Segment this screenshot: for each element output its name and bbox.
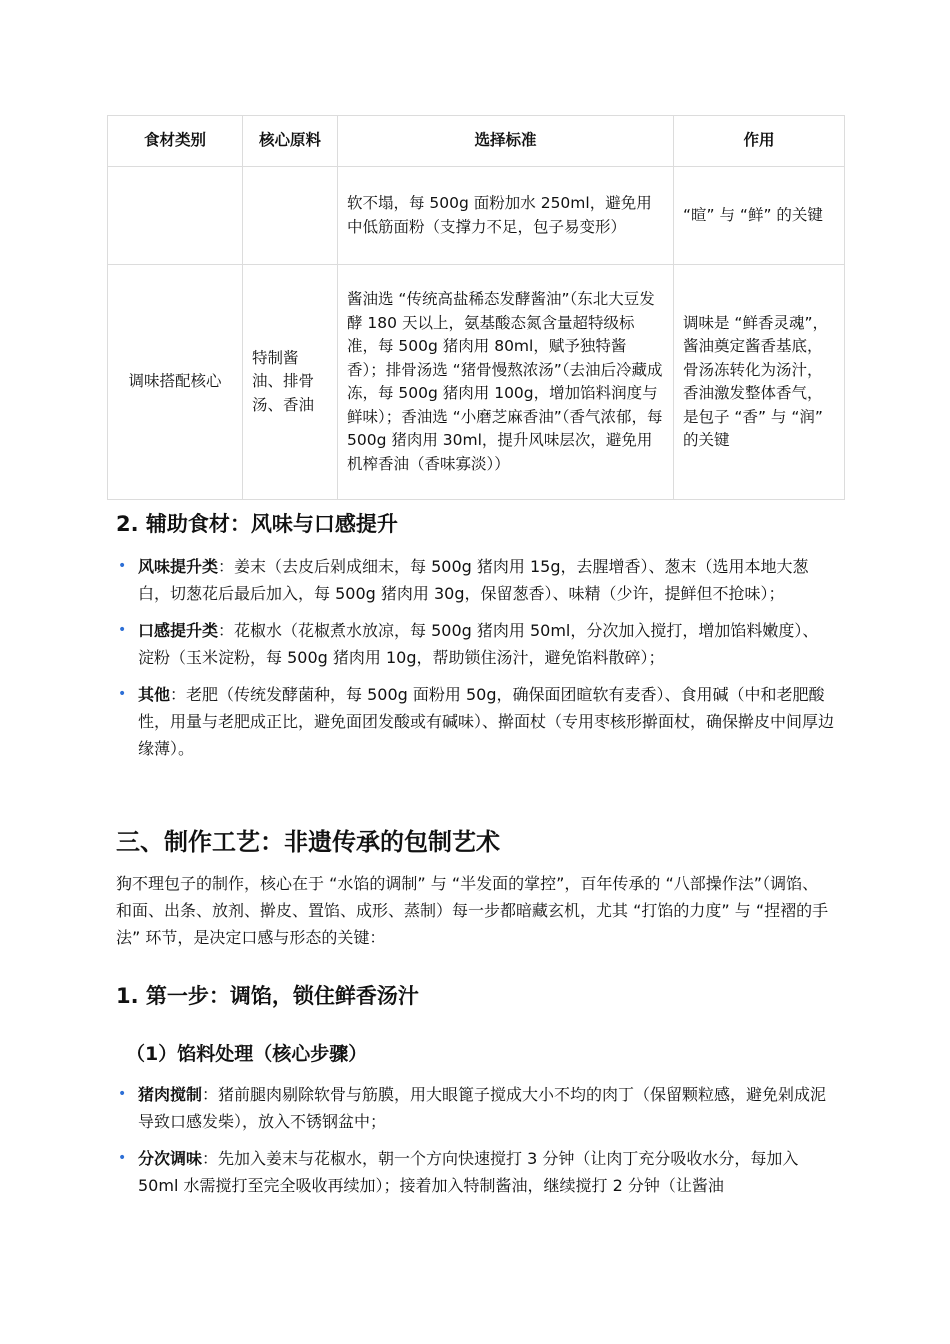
table-cell-raw <box>243 167 338 265</box>
bullet-icon: • <box>118 686 127 702</box>
list-item-text: ：先加入姜末与花椒水，朝一个方向快速搅打 3 分钟（让肉丁充分吸收水分，每加入 50ml 水需搅打至完全吸收再续加）；接着加入特制酱油，继续搅打 2 分钟（让酱油 <box>138 1149 799 1195</box>
list-item-label: 分次调味 <box>138 1149 203 1168</box>
list-item-text: ：姜末（去皮后剁成细末，每 500g 猪肉用 15g，去腥增香）、葱末（选用本地大葱白，切葱花后最后加入，每 500g 猪肉用 30g，保留葱香）、味精（少许，提鲜但不抢味）； <box>138 557 809 603</box>
table-cell-role: “暄” 与 “鲜” 的关键 <box>674 167 845 265</box>
bullet-icon: • <box>118 1150 127 1166</box>
section-2-title: 2. 辅助食材：风味与口感提升 <box>116 512 398 536</box>
header-category: 食材类别 <box>108 116 243 167</box>
list-item <box>116 681 834 762</box>
bullet-icon: • <box>118 558 127 574</box>
table-row <box>108 265 845 500</box>
list-item-label: 猪肉搅制 <box>138 1085 203 1104</box>
list-item-text: ：猪前腿肉剔除软骨与筋膜，用大眼篦子搅成大小不均的肉丁（保留颗粒感，避免剁成泥导致口感发柴），放入不锈钢盆中； <box>138 1085 827 1131</box>
table-cell-raw: 特制酱油、排骨汤、香油 <box>243 265 338 500</box>
filling-process-list <box>116 1081 834 1209</box>
bullet-icon: • <box>118 622 127 638</box>
list-item <box>116 617 834 671</box>
table-cell-category: 调味搭配核心 <box>108 265 243 500</box>
bullet-icon: • <box>118 1086 127 1102</box>
ingredient-table <box>107 115 845 500</box>
section-3-intro: 狗不理包子的制作，核心在于 “水馅的调制” 与 “半发面的掌控”，百年传承的 “八部操作法”（调馅、和面、出条、放剂、擀皮、置馅、成形、蒸制）每一步都暗藏玄机，尤其 “打馅的力度” 与 “捏褶的手法” 环节，是决定口感与形态的关键： <box>116 874 829 947</box>
list-item-label: 风味提升类 <box>138 557 219 576</box>
list-item-label: 口感提升类 <box>138 621 219 640</box>
header-raw-material: 核心原料 <box>243 116 338 167</box>
step-1-title: 1. 第一步：调馅，锁住鲜香汤汁 <box>116 984 419 1008</box>
table-header-row <box>108 116 845 167</box>
table-cell-standard: 酱油选 “传统高盐稀态发酵酱油”（东北大豆发酵 180 天以上，氨基酸态氮含量超特级标准，每 500g 猪肉用 80ml，赋予独特酱香）；排骨汤选 “猪骨慢熬浓汤”（去油后冷藏成冻，每 500g 猪肉用 100g，增加馅料润度与鲜味）；香油选 “小磨芝麻香油”（香气浓郁，每 500g 猪肉用 30ml，提升风味层次，避免用机榨香油（香味寡淡）） <box>338 265 674 500</box>
header-role: 作用 <box>674 116 845 167</box>
header-standard: 选择标准 <box>338 116 674 167</box>
table-cell-role: 调味是 “鲜香灵魂”，酱油奠定酱香基底，骨汤冻转化为汤汁，香油激发整体香气，是包子 “香” 与 “润” 的关键 <box>674 265 845 500</box>
table-cell-standard: 软不塌，每 500g 面粉加水 250ml，避免用中低筋面粉（支撑力不足，包子易变形） <box>338 167 674 265</box>
ingredient-table-wrap <box>107 115 844 500</box>
list-item <box>116 1145 834 1199</box>
table-cell-category <box>108 167 243 265</box>
list-item <box>116 553 834 607</box>
sub-1-title: （1）馅料处理（核心步骤） <box>126 1043 368 1065</box>
list-item-text: ：老肥（传统发酵菌种，每 500g 面粉用 50g，确保面团暄软有麦香）、食用碱（中和老肥酸性，用量与老肥成正比，避免面团发酸或有碱味）、擀面杖（专用枣核形擀面杖，确保擀皮中间厚边缘薄）。 <box>138 685 835 758</box>
list-item-label: 其他 <box>138 685 171 704</box>
list-item <box>116 1081 834 1135</box>
auxiliary-ingredients-list <box>116 553 834 772</box>
list-item-text: ：花椒水（花椒煮水放凉，每 500g 猪肉用 50ml，分次加入搅打，增加馅料嫩度）、淀粉（玉米淀粉，每 500g 猪肉用 10g，帮助锁住汤汁，避免馅料散碎）； <box>138 621 819 667</box>
section-3-title: 三、制作工艺：非遗传承的包制艺术 <box>116 828 500 856</box>
table-row <box>108 167 845 265</box>
